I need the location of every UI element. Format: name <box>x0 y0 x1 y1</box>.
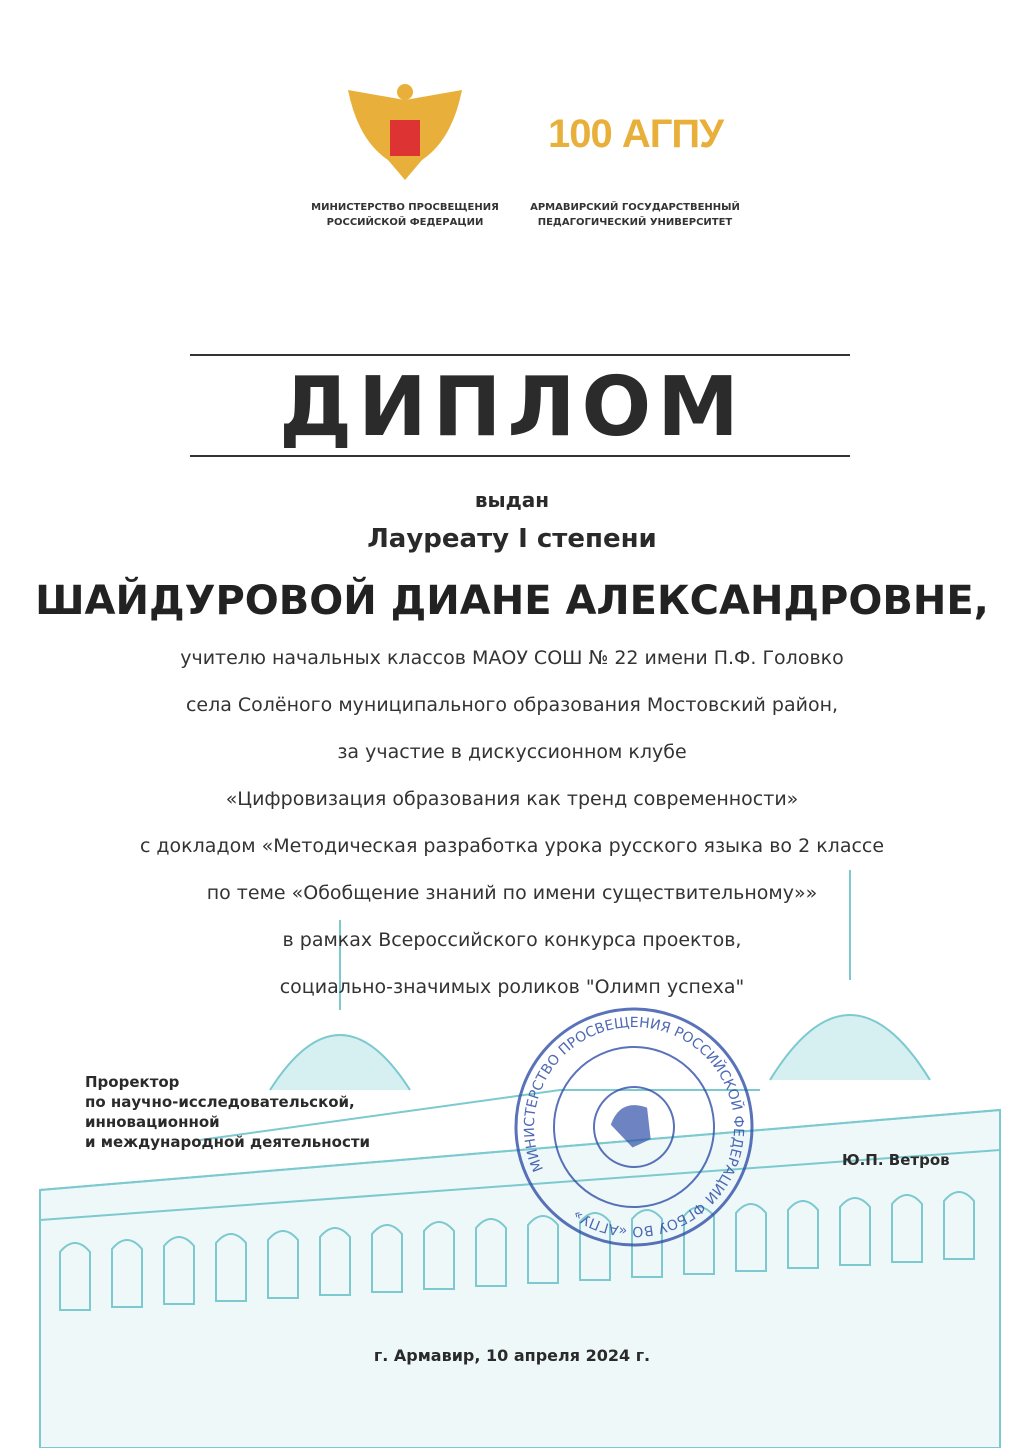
top-divider <box>190 354 850 356</box>
body-line: социально-значимых роликов "Олимп успеха" <box>279 976 745 998</box>
body-line: по теме «Обобщение знаний по имени существительному»» <box>206 882 818 904</box>
body-text <box>0 647 1024 1023</box>
issued-label: выдан <box>474 488 550 512</box>
body-line: за участие в дискуссионном клубе <box>337 741 687 763</box>
signatory-name: Ю.П. Ветров <box>842 1151 950 1169</box>
recipient-name: ШАЙДУРОВОЙ ДИАНЕ АЛЕКСАНДРОВНЕ, <box>35 578 989 624</box>
bottom-divider <box>190 455 850 457</box>
place-date: г. Армавир, 10 апреля 2024 г. <box>373 1346 651 1365</box>
stamp-text: МИНИСТЕРСТВО ПРОСВЕЩЕНИЯ РОССИЙСКОЙ ФЕДЕРАЦИИ ФГБОУ ВО «АГПУ» <box>521 1014 747 1240</box>
ministry-line: РОССИЙСКОЙ ФЕДЕРАЦИИ <box>326 217 484 228</box>
ministry-emblem-icon <box>338 80 472 190</box>
document-title: ДИПЛОМ <box>279 360 745 455</box>
body-line: в рамках Всероссийского конкурса проектов, <box>282 929 742 951</box>
ministry-name <box>300 200 510 230</box>
body-line: «Цифровизация образования как тренд современности» <box>225 788 799 810</box>
position-line: по научно-исследовательской, <box>85 1093 355 1111</box>
position-line: Проректор <box>85 1073 180 1091</box>
ministry-line: МИНИСТЕРСТВО ПРОСВЕЩЕНИЯ <box>311 202 499 213</box>
anniversary-logo: 100 АГПУ <box>548 112 724 156</box>
body-line: учителю начальных классов МАОУ СОШ № 22 имени П.Ф. Головко <box>180 647 844 669</box>
signatory-position <box>85 1072 370 1152</box>
university-name <box>520 200 750 230</box>
university-line: АРМАВИРСКИЙ ГОСУДАРСТВЕННЫЙ <box>530 202 740 213</box>
university-line: ПЕДАГОГИЧЕСКИЙ УНИВЕРСИТЕТ <box>537 217 733 228</box>
position-line: инновационной <box>85 1113 220 1131</box>
award-degree: Лауреату I степени <box>367 524 657 554</box>
position-line: и международной деятельности <box>85 1133 371 1151</box>
body-line: с докладом «Методическая разработка урока русского языка во 2 классе <box>139 835 885 857</box>
body-line: села Солёного муниципального образования Мостовский район, <box>185 694 839 716</box>
